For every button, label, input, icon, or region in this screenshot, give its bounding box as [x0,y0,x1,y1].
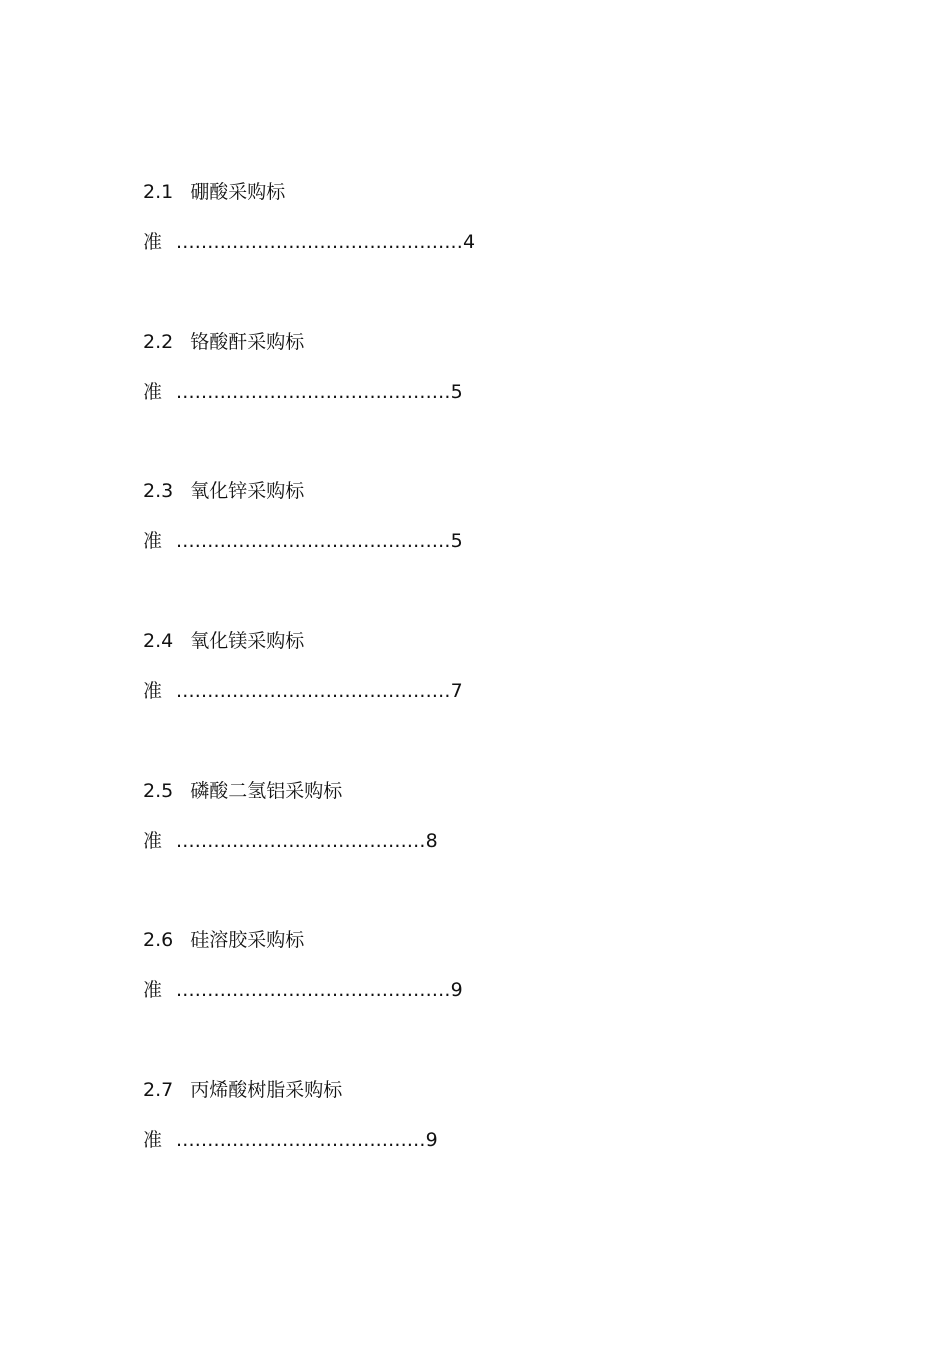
toc-entry-title [143,778,342,804]
toc-entry-2-7[interactable] [143,1077,643,1187]
toc-page-number: 4 [463,231,476,253]
toc-entry-continuation [143,828,438,854]
toc-entry-number: 2.3 [143,480,174,502]
toc-page-number: 9 [425,1129,438,1151]
toc-entry-2-3[interactable] [143,478,643,588]
toc-entry-text: 硅溶胶采购标 [190,929,305,951]
toc-page-number: 5 [450,381,463,403]
toc-entry-text: 丙烯酸树脂采购标 [190,1079,343,1101]
toc-page-number: 8 [425,830,438,852]
toc-entry-continuation [143,528,463,554]
toc-entry-title [143,478,304,504]
toc-entry-title [143,329,304,355]
toc-entry-title [143,628,304,654]
toc-entry-text: 氧化镁采购标 [190,630,305,652]
toc-entry-continuation [143,379,463,405]
toc-page-number: 9 [450,979,463,1001]
toc-entry-continuation [143,229,475,255]
toc-entry-number: 2.6 [143,929,174,951]
toc-entry-text: 硼酸采购标 [190,181,286,203]
toc-entry-2-6[interactable] [143,927,643,1037]
toc-entry-number: 2.5 [143,780,174,802]
toc-entry-number: 2.2 [143,331,174,353]
toc-page-number: 5 [450,530,463,552]
toc-entry-text-continued: 准 [143,1129,163,1151]
dot-leader: ............................................ [176,530,451,552]
dot-leader: ............................................ [176,381,451,403]
toc-entry-number: 2.1 [143,181,174,203]
toc-entry-2-2[interactable] [143,329,643,439]
toc-entry-continuation [143,1127,438,1153]
toc-page-number: 7 [450,680,463,702]
toc-entry-continuation [143,977,463,1003]
toc-entry-title [143,179,285,205]
toc-entry-2-5[interactable] [143,778,643,888]
toc-entry-text: 氧化锌采购标 [190,480,305,502]
dot-leader: ........................................ [176,830,426,852]
toc-entry-text-continued: 准 [143,530,163,552]
toc-entry-title [143,927,304,953]
toc-entry-text-continued: 准 [143,231,163,253]
toc-entry-text: 铬酸酐采购标 [190,331,305,353]
toc-entry-text-continued: 准 [143,979,163,1001]
toc-entry-continuation [143,678,463,704]
toc-entry-text-continued: 准 [143,830,163,852]
toc-entry-text-continued: 准 [143,680,163,702]
toc-entry-title [143,1077,342,1103]
dot-leader: ........................................ [176,1129,426,1151]
toc-entry-number: 2.7 [143,1079,174,1101]
toc-entry-2-4[interactable] [143,628,643,738]
toc-entry-number: 2.4 [143,630,174,652]
toc-entry-text-continued: 准 [143,381,163,403]
dot-leader: ............................................ [176,680,451,702]
toc-entry-text: 磷酸二氢铝采购标 [190,780,343,802]
toc-entry-2-1[interactable] [143,179,643,289]
dot-leader: .............................................. [176,231,464,253]
dot-leader: ............................................ [176,979,451,1001]
